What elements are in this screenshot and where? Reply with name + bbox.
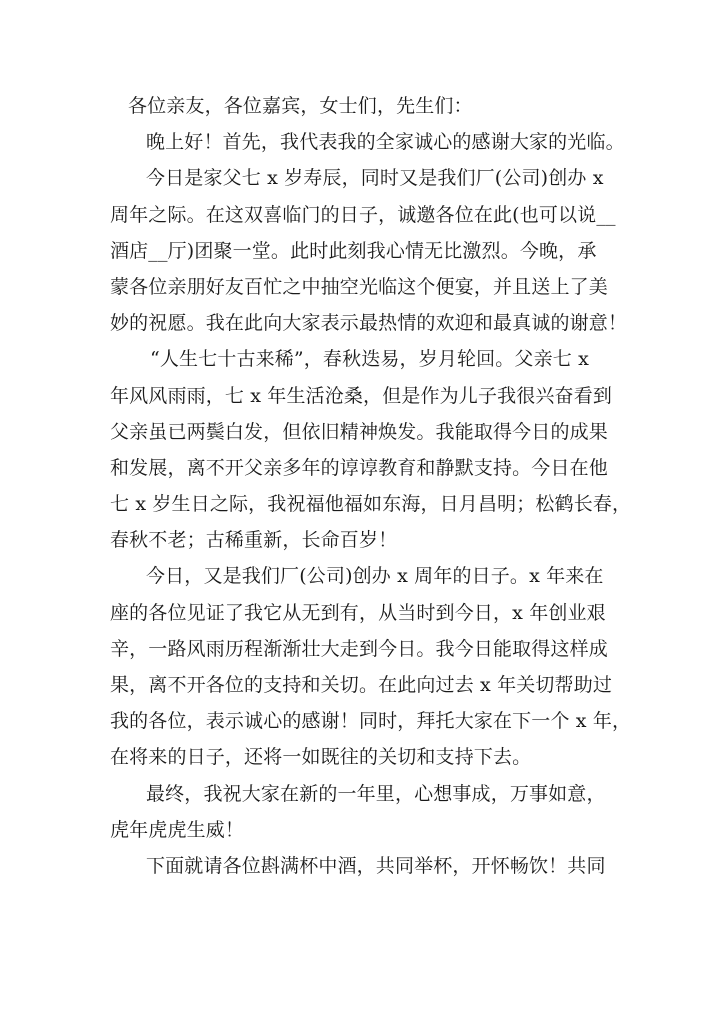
- paragraph-4-line-5: 我的各位，表示诚心的感谢！同时，拜托大家在下一个 x 年，: [110, 710, 632, 733]
- paragraph-3-line-6: 春秋不老；古稀重新，长命百岁！: [110, 529, 398, 552]
- paragraph-4-line-1: 今日，又是我们厂(公司)创办 x 周年的日子。x 年来在: [146, 565, 604, 588]
- paragraph-4-line-4: 果，离不开各位的支持和关切。在此向过去 x 年关切帮助过: [110, 674, 612, 696]
- paragraph-4-line-2: 座的各位见证了我它从无到有，从当时到今日，x 年创业艰: [110, 601, 606, 624]
- paragraph-4-line-3: 辛，一路风雨历程渐渐壮大走到今日。我今日能取得这样成: [110, 637, 608, 660]
- paragraph-4-line-6: 在将来的日子，还将一如既往的关切和支持下去。: [110, 746, 532, 769]
- paragraph-1-line-1: 晚上好！首先，我代表我的全家诚心的感谢大家的光临。: [146, 131, 625, 154]
- paragraph-2-line-2: 周年之际。在这双喜临门的日子，诚邀各位在此(也可以说__: [110, 203, 616, 226]
- paragraph-3-line-3: 父亲虽已两鬓白发，但依旧精神焕发。我能取得今日的成果: [110, 420, 608, 443]
- salutation-line: 各位亲友，各位嘉宾，女士们，先生们：: [128, 95, 473, 117]
- paragraph-3-line-5: 七 x 岁生日之际，我祝福他福如东海，日月昌明；松鹤长春，: [110, 493, 632, 516]
- paragraph-3-line-4: 和发展，离不开父亲多年的谆谆教育和静默支持。今日在他: [110, 456, 608, 479]
- paragraph-5-line-2: 虎年虎虎生威！: [110, 818, 245, 841]
- speech-text: [110, 88, 632, 884]
- paragraph-2-line-3: 酒店__厅)团聚一堂。此时此刻我心情无比激烈。今晚，承: [110, 239, 597, 262]
- paragraph-3-line-1: “人生七十古来稀”，春秋迭易，岁月轮回。父亲七 x: [150, 348, 589, 371]
- paragraph-6-line-1: 下面就请各位斟满杯中酒，共同举杯，开怀畅饮！共同: [146, 854, 606, 877]
- paragraph-3-line-2: 年风风雨雨，七 x 年生活沧桑，但是作为儿子我很兴奋看到: [110, 384, 612, 407]
- paragraph-2-line-1: 今日是家父七 x 岁寿辰，同时又是我们厂(公司)创办 x: [146, 167, 604, 190]
- paragraph-5-line-1: 最终，我祝大家在新的一年里，心想事成，万事如意，: [146, 782, 606, 805]
- paragraph-2-line-4: 蒙各位亲朋好友百忙之中抽空光临这个便宴，并且送上了美: [110, 275, 608, 298]
- paragraph-2-line-5: 妙的祝愿。我在此向大家表示最热情的欢迎和最真诚的谢意！: [110, 312, 628, 335]
